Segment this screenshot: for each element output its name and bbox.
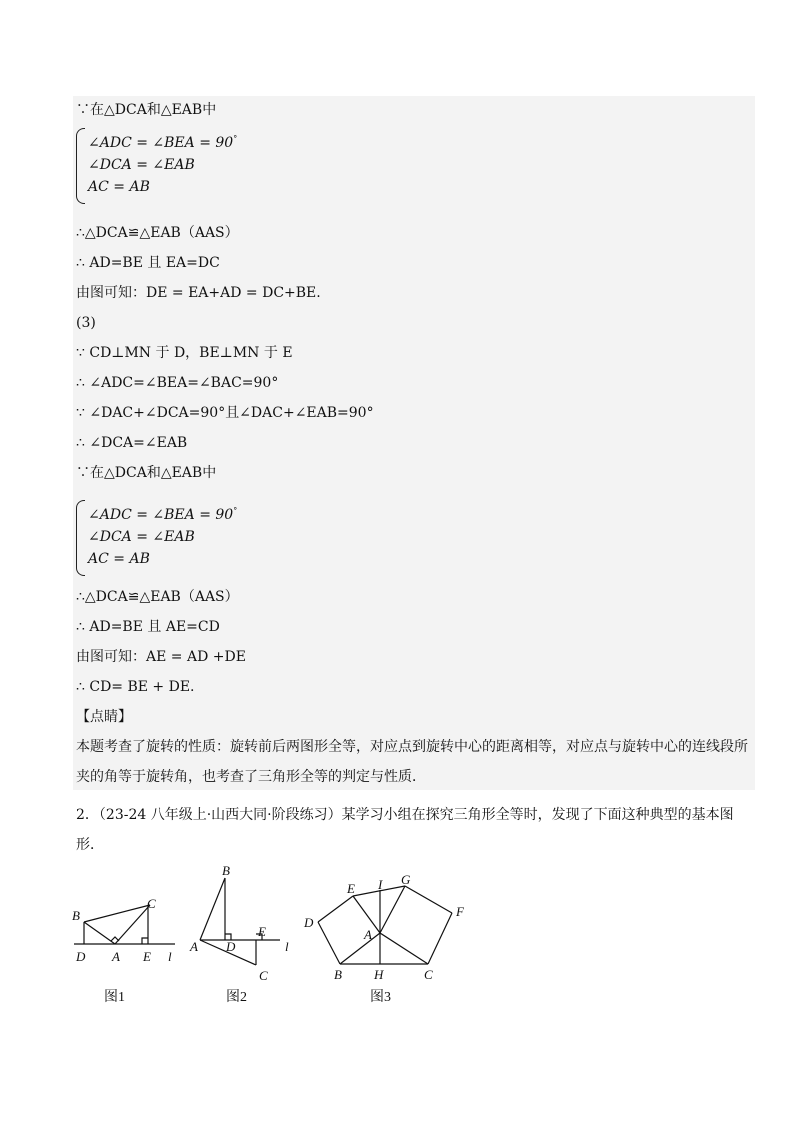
fig3-segment-db [318, 922, 340, 964]
fig1-right-angle-e [142, 938, 148, 944]
question-2-text: 2．（23-24 八年级上·山西大同·阶段练习）某学习小组在探究三角形全等时，发现了下面这种典型的基本图形． [76, 807, 734, 853]
figure-2 [200, 878, 280, 965]
fig3-label-c: C [424, 967, 433, 982]
solution-line-8: ∵ ∠DAC+∠DCA=90°且∠DAC+∠EAB=90° [76, 405, 374, 421]
fig2-label-a: A [190, 939, 198, 954]
sys2-eq2: ∠DCA = ∠EAB [88, 529, 195, 545]
fig3-label-g: G [401, 872, 411, 887]
solution-part-3: (3) [76, 315, 96, 331]
fig2-label-e: E [258, 924, 266, 939]
solution-line-11: ∴△DCA≌△EAB（AAS） [76, 589, 239, 605]
fig3-label-d: D [304, 915, 314, 930]
solution-line-3: ∴ AD=BE 且 EA=DC [76, 255, 220, 271]
fig1-label-e: E [143, 949, 151, 964]
fig3-caption: 图3 [370, 990, 391, 1005]
sys1-eq1: ∠ADC = ∠BEA = 90 [88, 135, 234, 151]
fig1-label-c: C [147, 896, 156, 911]
figure-3 [318, 886, 452, 964]
solution-line-1: ∵在△DCA和△EAB中 [76, 102, 217, 118]
solution-line-4: 由图可知：DE = EA+AD = DC+BE. [76, 285, 321, 301]
fig2-label-c: C [259, 968, 268, 983]
comment-heading: 【点睛】 [76, 709, 132, 725]
solution-line-6: ∵ CD⊥MN 于 D，BE⊥MN 于 E [76, 345, 293, 361]
solution-line-2: ∴△DCA≌△EAB（AAS） [76, 225, 239, 241]
solution-line-7: ∴ ∠ADC=∠BEA=∠BAC=90° [76, 375, 279, 391]
fig1-caption: 图1 [104, 990, 125, 1005]
fig2-label-l: l [285, 939, 289, 954]
fig3-segment-ga [380, 886, 405, 933]
fig2-label-b: B [222, 863, 230, 878]
solution-line-13: 由图可知：AE = AD +DE [76, 649, 246, 665]
sys2-eq1: ∠ADC = ∠BEA = 90 [88, 507, 234, 523]
fig2-segment-ab [200, 878, 225, 940]
comment-paragraph: 本题考查了旋转的性质：旋转前后两图形全等，对应点到旋转中心的距离相等，对应点与旋转中心的连线段所夹的角等于旋转角，也考查了三角形全等的判定与性质． [76, 739, 748, 785]
figure-1 [74, 905, 175, 944]
fig3-segment-gf [405, 886, 452, 913]
fig3-segment-ac [380, 933, 428, 964]
solution-line-10: ∵在△DCA和△EAB中 [76, 465, 217, 481]
sys1-eq2: ∠DCA = ∠EAB [88, 157, 195, 173]
degree-mark: ° [233, 134, 238, 143]
fig3-segment-fc [428, 913, 452, 964]
sys1-eq3: AC = AB [88, 179, 150, 195]
fig2-label-d: D [226, 939, 236, 954]
fig3-segment-ba [340, 933, 380, 964]
fig2-caption: 图2 [226, 990, 247, 1005]
fig3-label-i: I [378, 877, 383, 892]
solution-line-14: ∴ CD= BE + DE. [76, 679, 195, 695]
fig3-segment-de [318, 896, 353, 922]
fig1-segment-bc [84, 905, 150, 922]
fig1-segment-ba [84, 922, 115, 944]
fig3-label-b: B [334, 967, 342, 982]
solution-line-12: ∴ AD=BE 且 AE=CD [76, 619, 220, 635]
fig3-label-a: A [364, 927, 372, 942]
fig1-label-b: B [72, 908, 80, 923]
sys2-eq3: AC = AB [88, 551, 150, 567]
fig1-label-l: l [168, 949, 172, 964]
fig1-label-a: A [112, 949, 120, 964]
fig1-right-angle-a [111, 937, 119, 941]
fig1-label-d: D [76, 949, 86, 964]
degree-mark: ° [233, 506, 238, 515]
fig3-label-e: E [347, 881, 355, 896]
solution-line-9: ∴ ∠DCA=∠EAB [76, 435, 188, 451]
fig3-label-h: H [374, 967, 384, 982]
fig3-label-f: F [456, 904, 464, 919]
